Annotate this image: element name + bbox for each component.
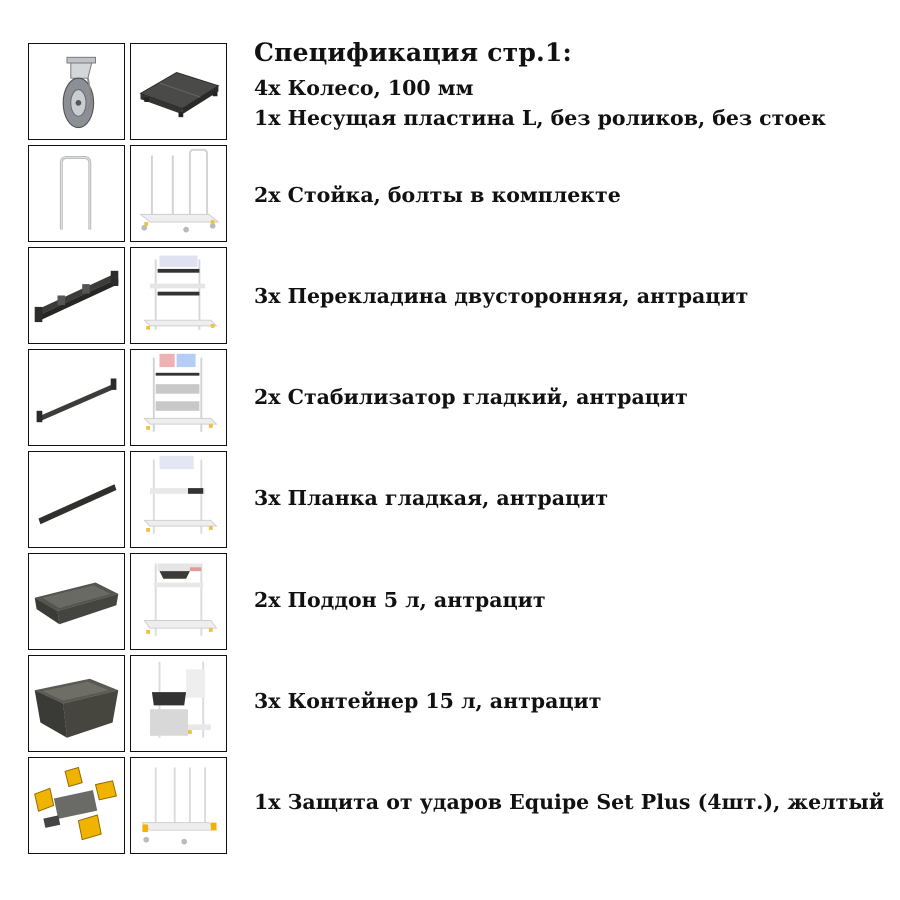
- double-crossbar-icon: [28, 247, 125, 344]
- trolley-frame-icon: [130, 145, 227, 242]
- upright-frame-icon: [28, 145, 125, 242]
- parts-row: [28, 757, 231, 857]
- spec-line: 2x Поддон 5 л, антрацит: [254, 588, 546, 612]
- parts-row: [28, 655, 231, 755]
- parts-row: [28, 553, 231, 653]
- parts-row: [28, 247, 231, 347]
- trolley-strip-icon: [130, 451, 227, 548]
- parts-row: [28, 349, 231, 449]
- trolley-crossbar-icon: [130, 247, 227, 344]
- spec-line: 1x Защита от ударов Equipe Set Plus (4шт.), желтый: [254, 790, 885, 814]
- spec-line: 3x Перекладина двусторонняя, антрацит: [254, 284, 749, 308]
- parts-row: [28, 451, 231, 551]
- trolley-bumper-icon: [130, 757, 227, 854]
- parts-row: [28, 145, 231, 245]
- stabilizer-bar-icon: [28, 349, 125, 446]
- spec-line: 1x Несущая пластина L, без роликов, без стоек: [254, 106, 826, 130]
- container-icon: [28, 655, 125, 752]
- page-title: Спецификация стр.1:: [254, 38, 572, 67]
- spec-line: 3x Контейнер 15 л, антрацит: [254, 689, 602, 713]
- spec-line: 2x Стойка, болты в комплекте: [254, 183, 621, 207]
- flat-strip-icon: [28, 451, 125, 548]
- trolley-tray-icon: [130, 553, 227, 650]
- spec-line: 3x Планка гладкая, антрацит: [254, 486, 609, 510]
- parts-row: [28, 43, 231, 143]
- trolley-stabilizer-icon: [130, 349, 227, 446]
- spec-line: 4x Колесо, 100 мм: [254, 76, 474, 100]
- base-plate-icon: [130, 43, 227, 140]
- trolley-container-icon: [130, 655, 227, 752]
- bumper-set-icon: [28, 757, 125, 854]
- spec-line: 2x Стабилизатор гладкий, антрацит: [254, 385, 688, 409]
- tray-icon: [28, 553, 125, 650]
- caster-wheel-icon: [28, 43, 125, 140]
